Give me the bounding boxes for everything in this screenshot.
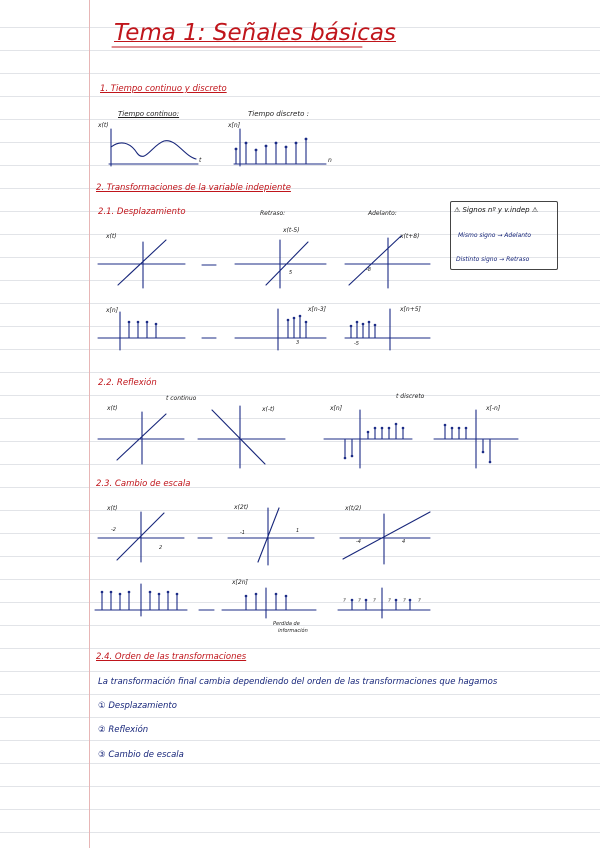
s23-one-tick: 1 <box>296 528 300 534</box>
shift-delay-graph <box>235 240 326 288</box>
s23-xt2-label: x(t/2) <box>345 505 362 512</box>
s23-x2t-label: x(2t) <box>234 504 249 511</box>
retraso-label: Retraso: <box>260 210 286 217</box>
unknown-sample-5: ? <box>403 598 406 604</box>
perdida-label: Perdida de <box>273 621 300 627</box>
order-sentence: La transformación final cambia dependiendo del orden de las transformaciones que hagamos <box>98 677 498 687</box>
s1-t-axis-label: t <box>199 157 202 164</box>
reflection-original-continuous <box>98 412 184 464</box>
t-continuo-label: t continuo <box>166 395 197 402</box>
s21-three-tick: 3 <box>296 340 300 346</box>
s22-x-minus-n-label: x[-n] <box>486 405 501 412</box>
reflection-original-discrete <box>324 410 412 468</box>
s23-minus1-tick: -1 <box>240 530 245 536</box>
reflection-reflected-discrete <box>434 410 518 468</box>
section-2-heading: 2. Transformaciones de la variable indepiente <box>96 183 291 193</box>
shift-original-graph <box>98 240 185 288</box>
shift-discrete-original <box>98 312 185 350</box>
s23-minus2-tick: -2 <box>111 527 116 533</box>
discrete-time-label: Tiempo discreto : <box>248 110 309 118</box>
shift-advance-graph <box>345 236 430 288</box>
reflection-reflected-continuous <box>198 406 285 468</box>
t-discreto-label: t discreto <box>396 393 425 400</box>
warning-same-sign: Mismo signo → Adelanto <box>458 232 532 239</box>
discrete-signal-graph <box>234 129 326 166</box>
warning-icon-left: ⚠ <box>454 206 461 214</box>
shift-discrete-advance <box>345 309 430 350</box>
s21-minus5-tick: -5 <box>354 341 359 347</box>
shift-discrete-delay <box>235 309 326 350</box>
s23-x2n-label: x[2n] <box>232 579 248 586</box>
page-title: Tema 1: Señales básicas <box>114 20 396 46</box>
order-item-2: ② Reflexión <box>98 725 149 735</box>
warning-different-sign: Distinto signo → Retraso <box>456 256 530 263</box>
s21-xn-minus3-label: x[n-3] <box>308 306 327 313</box>
s22-xt-label: x(t) <box>107 405 118 412</box>
s1-n-axis-label: n <box>328 157 332 164</box>
scale-compressed-discrete <box>222 588 316 618</box>
s23-minus4-tick: -4 <box>356 539 361 545</box>
section-2-1-heading: 2.1. Desplazamiento <box>98 207 186 217</box>
warning-box-title: ⚠ Signos nº y v.indep ⚠ <box>454 206 539 214</box>
scale-expanded-discrete <box>338 588 430 618</box>
s21-xt-plus8-label: x(t+8) <box>400 233 420 240</box>
section-2-3-heading: 2.3. Cambio de escala <box>96 479 191 489</box>
section-2-4-heading: 2.4. Orden de las transformaciones <box>96 652 247 662</box>
unknown-sample-4: ? <box>388 598 391 604</box>
adelanto-label: Adelanto: <box>368 210 397 217</box>
s22-x-minus-t-label: x(-t) <box>262 406 275 413</box>
s21-xt-minus5-label: x(t-5) <box>283 227 300 234</box>
section-2-2-heading: 2.2. Reflexión <box>98 378 157 388</box>
warning-icon-right: ⚠ <box>531 206 539 214</box>
s23-four-tick: 4 <box>402 539 406 545</box>
s23-xt-label: x(t) <box>107 505 118 512</box>
unknown-sample-6: ? <box>418 598 421 604</box>
unknown-sample-3: ? <box>373 598 376 604</box>
scale-original-continuous <box>98 512 184 562</box>
s1-xn-label: x[n] <box>228 122 241 129</box>
s21-xt-label: x(t) <box>106 233 117 240</box>
unknown-sample-1: ? <box>343 598 346 604</box>
informacion-label: información <box>278 628 308 634</box>
s21-xn-plus5-label: x[n+5] <box>400 306 421 313</box>
scale-expanded-continuous <box>340 512 430 564</box>
continuous-time-label: Tiempo continuo: <box>118 110 180 118</box>
s1-xt-label: x(t) <box>98 122 109 129</box>
section-1-heading: 1. Tiempo continuo y discreto <box>100 84 227 94</box>
s23-two-tick: 2 <box>159 545 163 551</box>
continuous-signal-graph <box>109 129 198 166</box>
scale-original-discrete <box>95 584 187 616</box>
s21-minus8-tick: -8 <box>366 267 371 273</box>
s21-xn-label: x[n] <box>106 307 119 314</box>
scale-compressed-continuous <box>228 508 314 565</box>
unknown-sample-2: ? <box>358 598 361 604</box>
s22-xn-label: x[n] <box>330 405 343 412</box>
s21-five-tick: 5 <box>289 270 293 276</box>
order-item-3: ③ Cambio de escala <box>98 750 184 760</box>
order-item-1: ① Desplazamiento <box>98 701 177 711</box>
